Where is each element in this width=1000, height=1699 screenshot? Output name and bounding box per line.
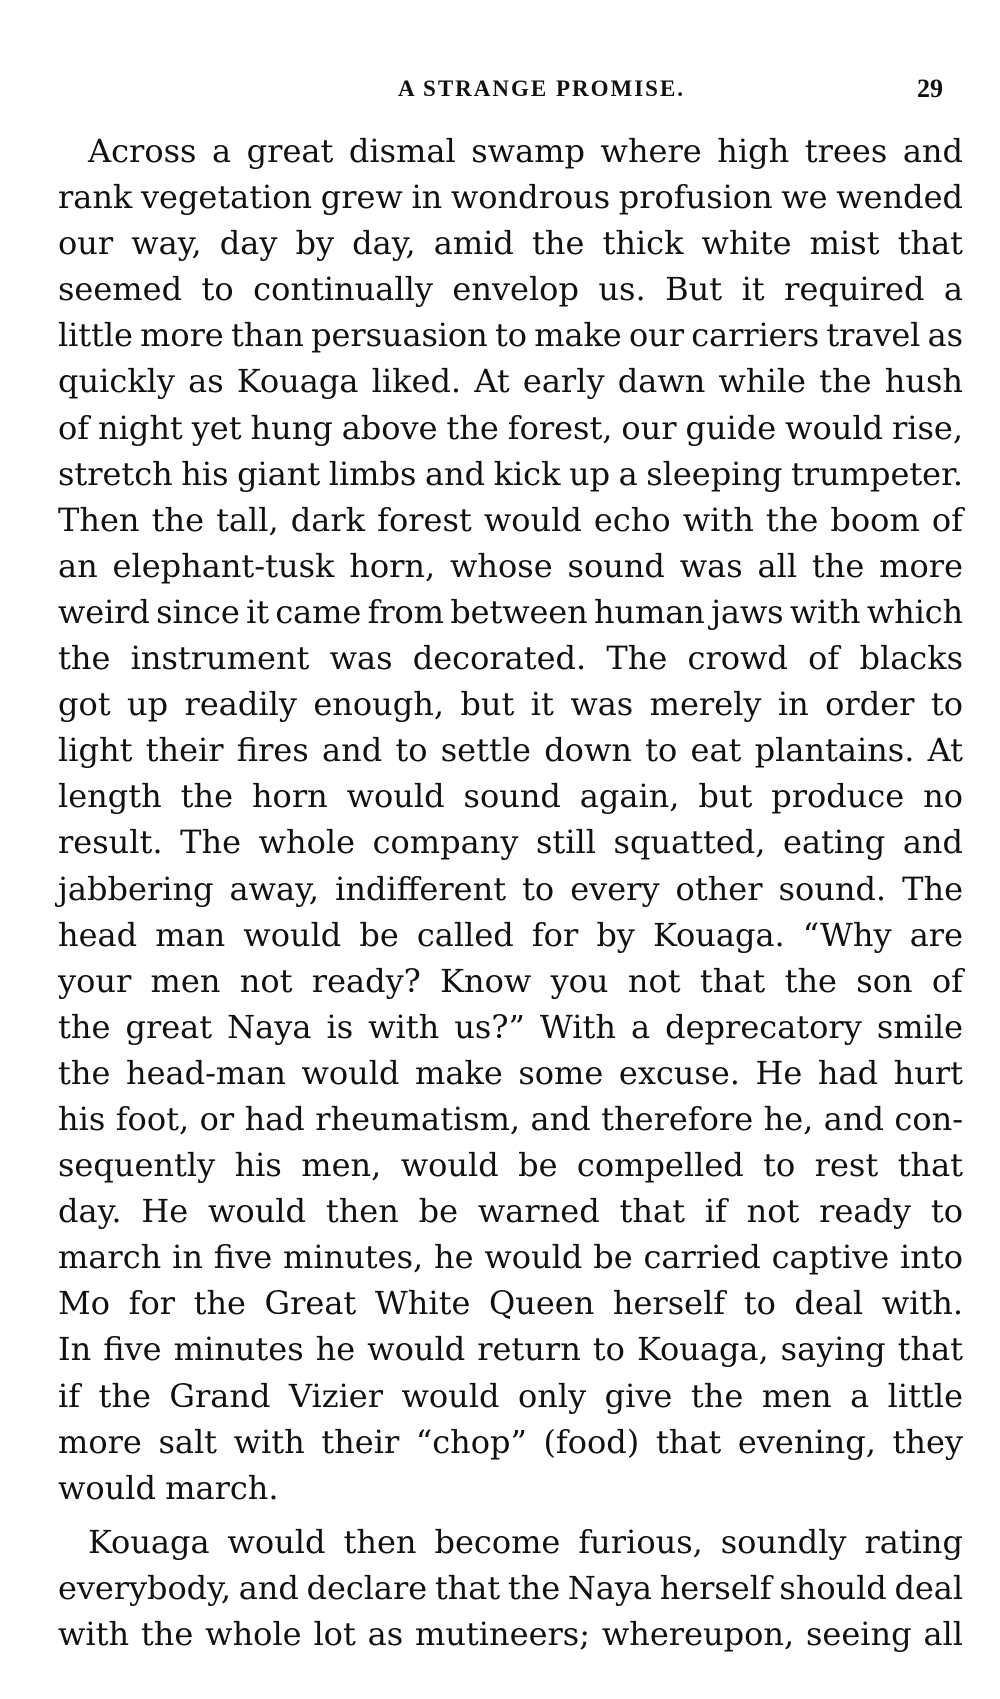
text-line: with the whole lot as mutineers; whereupon, seeing all [58, 1615, 963, 1653]
text-line: our way, day by day, amid the thick white mist that [58, 224, 963, 263]
text-line: rank vegetation grew in wondrous profusion we wended [58, 178, 963, 217]
page-number: 29 [917, 74, 943, 103]
text-line: Mo for the Great White Queen herself to deal with. [58, 1284, 963, 1323]
text-line: In five minutes he would return to Kouaga, saying that [58, 1330, 963, 1369]
text-line: seemed to continually envelop us. But it required a [58, 270, 963, 309]
text-line: weird since it came from between human jaws with which [58, 592, 963, 631]
text-line: sequently his men, would be compelled to rest that [58, 1146, 963, 1185]
text-line: Kouaga would then become furious, soundly rating [88, 1522, 963, 1561]
body-text [58, 128, 963, 1657]
running-head [58, 76, 955, 116]
text-line: an elephant-tusk horn, whose sound was all the more [58, 546, 963, 585]
text-line: Then the tall, dark forest would echo with the boom of [58, 500, 963, 539]
text-line: would march. [58, 1468, 279, 1507]
text-line: of night yet hung above the forest, our guide would rise, [58, 408, 963, 447]
text-line: result. The whole company still squatted, eating and [58, 823, 963, 862]
text-line: light their fires and to settle down to eat plantains. At [58, 731, 963, 770]
text-line: little more than persuasion to make our carriers travel as [58, 316, 963, 355]
text-line: Across a great dismal swamp where high trees and [88, 132, 963, 170]
text-line: jabbering away, indifferent to every other sound. The [58, 869, 963, 908]
text-line: his foot, or had rheumatism, and therefore he, and con- [58, 1099, 963, 1138]
text-line: your men not ready? Know you not that the son of [58, 961, 963, 1000]
text-line: if the Grand Vizier would only give the men a little [58, 1376, 963, 1415]
running-title: A STRANGE PROMISE. [397, 76, 686, 101]
text-line: more salt with their “chop” (food) that evening, they [58, 1422, 963, 1461]
paragraph-2 [58, 1519, 963, 1657]
text-line: everybody, and declare that the Naya herself should deal [58, 1568, 963, 1607]
text-line: head man would be called for by Kouaga. “Why are [58, 915, 963, 954]
text-line: quickly as Kouaga liked. At early dawn while the hush [58, 362, 963, 401]
text-line: length the horn would sound again, but produce no [58, 777, 963, 816]
text-line: march in five minutes, he would be carried captive into [58, 1238, 963, 1277]
text-line: stretch his giant limbs and kick up a sleeping trumpeter. [58, 454, 963, 493]
text-line: got up readily enough, but it was merely in order to [58, 685, 963, 724]
paragraph-1 [58, 128, 963, 1511]
text-line: the instrument was decorated. The crowd of blacks [58, 639, 963, 678]
text-line: the head-man would make some excuse. He had hurt [58, 1053, 963, 1092]
text-line: day. He would then be warned that if not ready to [58, 1192, 963, 1231]
text-line: the great Naya is with us?” With a deprecatory smile [58, 1007, 963, 1046]
